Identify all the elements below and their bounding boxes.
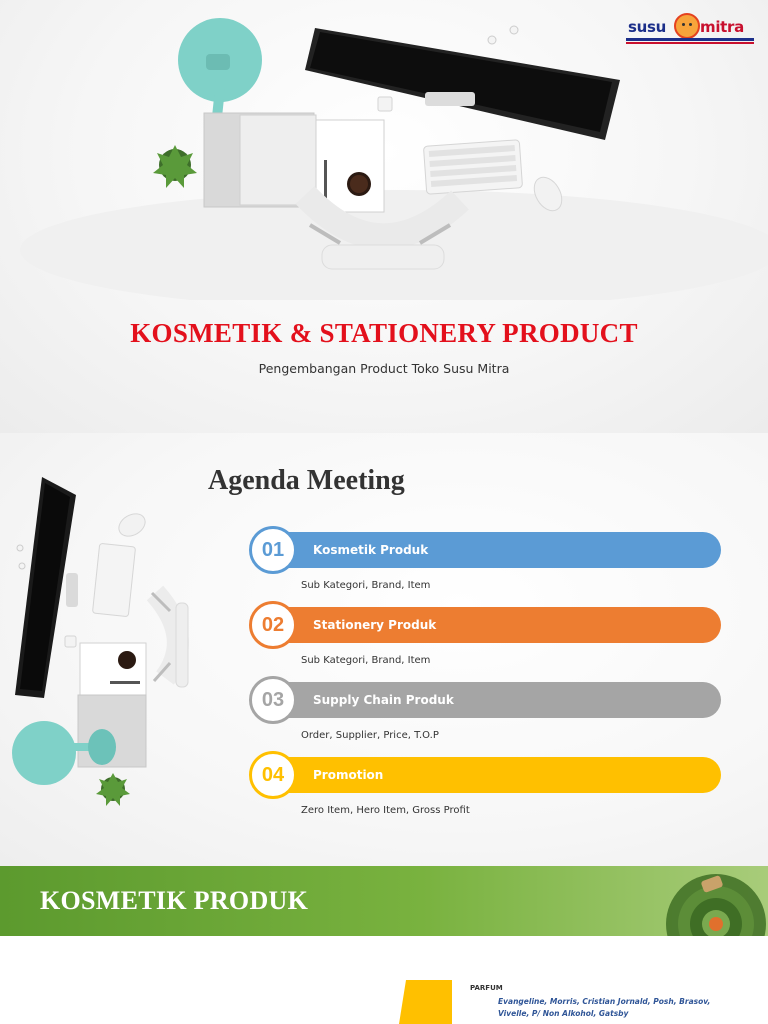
agenda-description: Order, Supplier, Price, T.O.P [301,730,439,741]
kosmetik-content [0,936,768,1024]
section-title: KOSMETIK PRODUK [40,886,309,915]
agenda-label: Supply Chain Produk [313,693,454,707]
agenda-number-badge: 03 [249,676,297,724]
desk-illustration-side [0,433,210,866]
agenda-description: Zero Item, Hero Item, Gross Profit [301,805,470,816]
agenda-bar [267,607,721,643]
plant-icon [153,145,197,188]
logo-underline [626,38,754,41]
agenda-label: Kosmetik Produk [313,543,429,557]
slide-title [0,0,768,433]
logo-text-susu: susu [628,18,667,36]
logo-underline-red [626,42,754,44]
agenda-label: Stationery Produk [313,618,437,632]
slide-title-heading: KOSMETIK & STATIONERY PRODUCT [130,318,638,348]
lamp-base-icon [12,721,76,785]
agenda-number-badge: 04 [249,751,297,799]
agenda-heading: Agenda Meeting [208,465,405,496]
logo-text-mitra: mitra [700,18,744,36]
agenda-number-badge: 02 [249,601,297,649]
agenda-item-01 [249,526,721,591]
plant-icon [96,773,130,806]
agenda-bar [267,682,721,718]
agenda-bar [267,532,721,568]
agenda-description: Sub Kategori, Brand, Item [301,655,431,666]
arrow-shape-icon [392,980,452,1024]
mascot-face-icon [674,13,700,39]
agenda-item-03 [249,676,721,741]
category-label: PARFUM [470,984,503,992]
agenda-label: Promotion [313,768,384,782]
agenda-description: Sub Kategori, Brand, Item [301,580,431,591]
agenda-item-02 [249,601,721,666]
category-brands: Evangeline, Morris, Cristian Jornald, Posh, Brasov, Vivelle, P/ Non Alkohol, Gatsby [498,997,711,1018]
section-header-kosmetik [0,866,768,936]
slide-agenda [0,433,768,866]
agenda-bar [267,757,721,793]
brand-logo [626,10,758,50]
agenda-number-badge: 01 [249,526,297,574]
agenda-item-04 [249,751,721,816]
dartboard-icon [658,866,768,936]
slide-subtitle: Pengembangan Product Toko Susu Mitra [258,361,510,376]
